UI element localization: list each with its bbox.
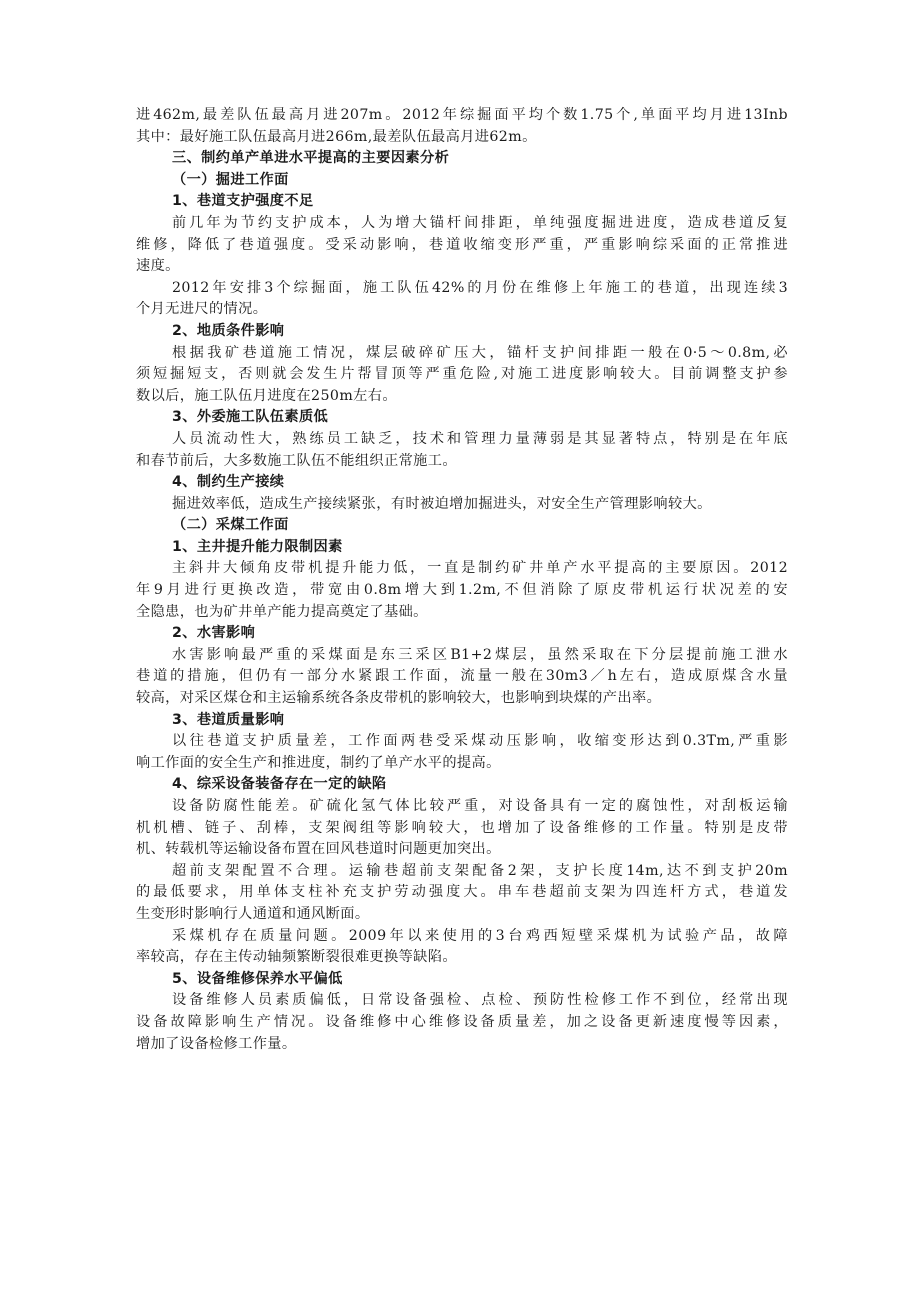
paragraph-line: 和春节前后，大多数施工队伍不能组织正常施工。 xyxy=(136,452,457,469)
item-heading: 4、综采设备装备存在一定的缺陷 xyxy=(172,776,387,793)
item-heading: 1、巷道支护强度不足 xyxy=(172,193,314,210)
paragraph-line: 设备维修人员素质偏低，日常设备强检、点检、预防性检修工作不到位，经常出现 xyxy=(172,992,788,1009)
paragraph-line: 维修，降低了巷道强度。受采动影响，巷道收缩变形严重，严重影响综采面的正常推进 xyxy=(136,236,788,253)
document-page xyxy=(136,105,788,1055)
paragraph-line: 个月无进尺的情况。 xyxy=(136,301,268,318)
item-heading: 1、主井提升能力限制因素 xyxy=(172,538,343,555)
subsection-heading: （一）掘进工作面 xyxy=(172,171,289,188)
paragraph-line: 水害影响最严重的采煤面是东三采区B1+2煤层，虽然采取在下分层提前施工泄水 xyxy=(172,646,788,663)
paragraph-line: 响工作面的安全生产和推进度，制约了单产水平的提高。 xyxy=(136,754,501,771)
item-heading: 3、外委施工队伍素质低 xyxy=(172,409,329,426)
paragraph-line: 年9月进行更换改造，带宽由0.8m增大到1.2m,不但消除了原皮带机运行状况差的安 xyxy=(136,582,788,599)
paragraph-line: 机、转载机等运输设备布置在回风巷道时问题更加突出。 xyxy=(136,841,501,858)
paragraph-line: 率较高，存在主传动轴频繁断裂很难更换等缺陷。 xyxy=(136,949,457,966)
paragraph-line: 的最低要求，用单体支柱补充支护劳动强度大。串车巷超前支架为四连杆方式，巷道发 xyxy=(136,884,788,901)
paragraph-line: 2012年安排3个综掘面，施工队伍42%的月份在维修上年施工的巷道，出现连续3 xyxy=(172,279,788,296)
paragraph-line: 前几年为节约支护成本，人为增大锚杆间排距，单纯强度掘进进度，造成巷道反复 xyxy=(172,214,788,231)
item-heading: 3、巷道质量影响 xyxy=(172,711,285,728)
subsection-heading: （二）采煤工作面 xyxy=(172,517,289,534)
body-line: 进462m,最差队伍最高月进207m。2012年综掘面平均个数1.75个,单面平均月进13Inb xyxy=(136,107,788,123)
paragraph-line: 掘进效率低，造成生产接续紧张，有时被迫增加掘进头，对安全生产管理影响较大。 xyxy=(172,495,712,512)
paragraph-line: 以往巷道支护质量差，工作面两巷受采煤动压影响，收缩变形达到0.3Tm,严重影 xyxy=(172,733,788,750)
paragraph-line: 机机槽、链子、刮棒，支架阀组等影响较大，也增加了设备维修的工作量。特别是皮带 xyxy=(136,819,788,836)
paragraph-line: 主斜井大倾角皮带机提升能力低，一直是制约矿井单产水平提高的主要原因。2012 xyxy=(172,560,788,577)
paragraph-line: 设备防腐性能差。矿硫化氢气体比较严重，对设备具有一定的腐蚀性，对刮板运输 xyxy=(172,798,788,814)
item-heading: 4、制约生产接续 xyxy=(172,474,285,491)
body-line: 其中：最好施工队伍最高月进266m,最差队伍最高月进62m。 xyxy=(136,128,537,145)
paragraph-line: 生变形时影响行人通道和通风断面。 xyxy=(136,905,370,922)
paragraph-line: 根据我矿巷道施工情况，煤层破碎矿压大，锚杆支护间排距一般在0·5～0.8m,必 xyxy=(172,344,788,361)
paragraph-line: 速度。 xyxy=(136,258,180,275)
paragraph-line: 超前支架配置不合理。运输巷超前支架配备2架，支护长度14m,达不到支护20m xyxy=(172,862,788,879)
paragraph-line: 全隐患，也为矿井单产能力提高奠定了基础。 xyxy=(136,603,428,620)
item-heading: 2、水害影响 xyxy=(172,625,256,642)
paragraph-line: 巷道的措施，但仍有一部分水紧跟工作面，流量一般在30m3／h左右，造成原煤含水量 xyxy=(136,668,788,685)
paragraph-line: 人员流动性大，熟练员工缺乏，技术和管理力量薄弱是其显著特点，特别是在年底 xyxy=(172,430,788,447)
paragraph-line: 设备故障影响生产情况。设备维修中心维修设备质量差，加之设备更新速度慢等因素， xyxy=(136,1013,788,1030)
paragraph-line: 采煤机存在质量问题。2009年以来使用的3台鸡西短壁采煤机为试验产品，故障 xyxy=(172,927,788,944)
paragraph-line: 须短掘短支，否则就会发生片帮冒顶等严重危险,对施工进度影响较大。目前调整支护参 xyxy=(136,366,788,383)
section-heading: 三、制约单产单进水平提高的主要因素分析 xyxy=(172,150,450,167)
item-heading: 2、地质条件影响 xyxy=(172,322,285,339)
paragraph-line: 数以后，施工队伍月进度在250m左右。 xyxy=(136,387,397,404)
paragraph-line: 增加了设备检修工作量。 xyxy=(136,1035,297,1052)
paragraph-line: 较高，对采区煤仓和主运输系统各条皮带机的影响较大，也影响到块煤的产出率。 xyxy=(136,690,662,707)
item-heading: 5、设备维修保养水平偏低 xyxy=(172,970,343,987)
